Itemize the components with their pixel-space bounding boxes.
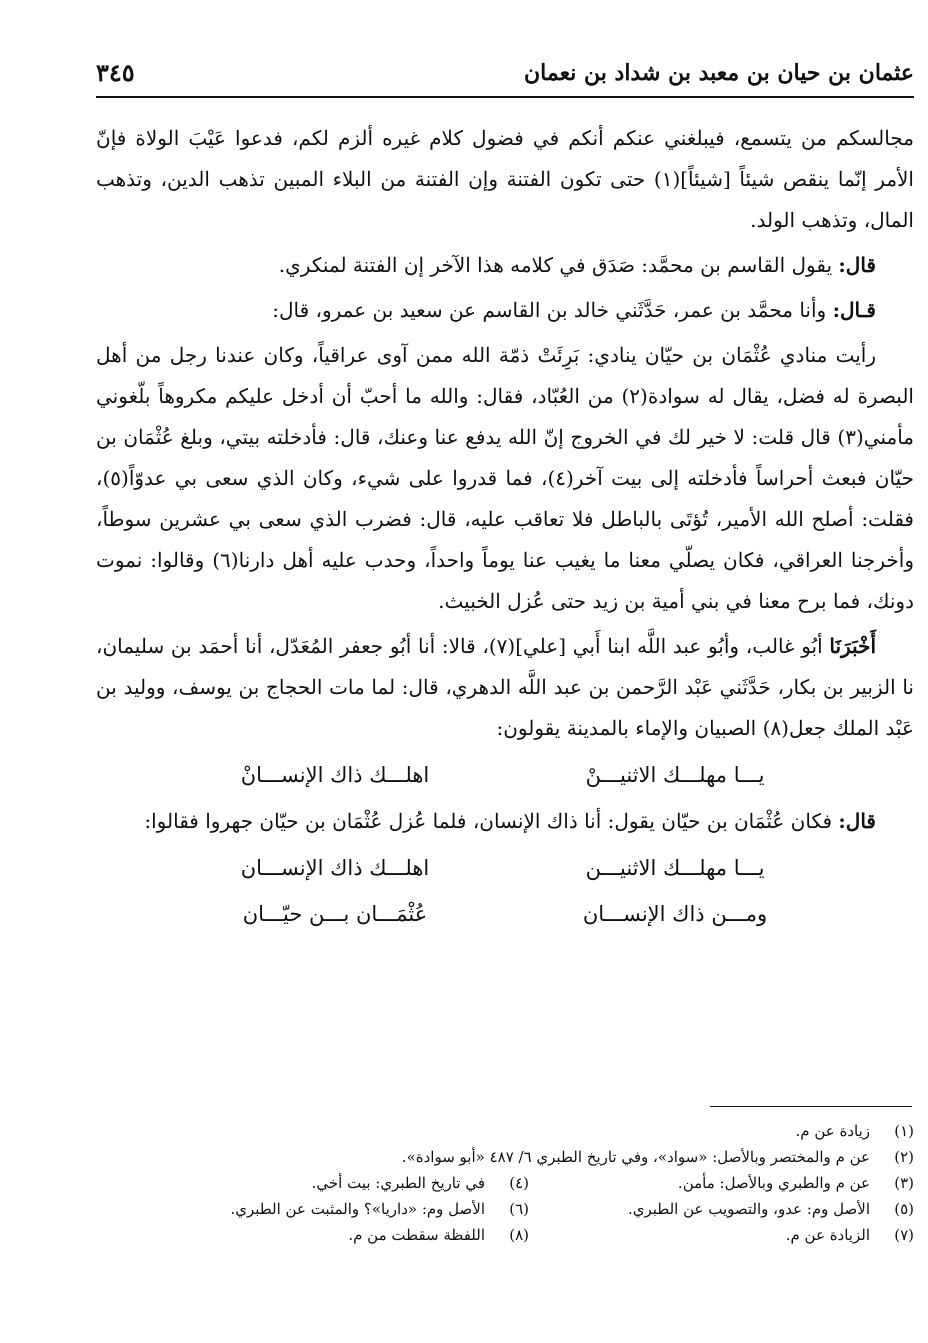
paragraph-2-lead: قال: xyxy=(838,253,876,277)
paragraph-6-text: فكان عُثْمَان بن حيّان يقول: أنا ذاك الإنسان، فلما عُزل عُثْمَان بن حيّان جهروا فقالوا: xyxy=(144,809,839,833)
paragraph-3-lead: قـال: xyxy=(832,298,876,322)
footnote-number: (٣) xyxy=(894,1174,914,1192)
paragraph-4: رأيت منادي عُثْمَان بن حيّان ينادي: بَرِئَتْ ذمّة الله ممن آوى عراقياً، وكان عندنا رجل من أهل البصرة له فضل، يقال له سوادة(٢) من العُبّاد، فقال: والله ما أحبّ أن أدخل عليكم مكروهاً بلّغوني مأمني(٣) قال قلت: لا خير لك في الخروج إنّ الله يدفع عنا وعنك، قال: فأدخلته بيتي، وبلغ عُثْمَان بن حيّان فبعث أحراساً فأدخلته إلى بيت آخر(٤)، فما قدروا على شيء، وكان الذي سعى بي عدوّاً(٥)، فقلت: أصلح الله الأمير، تُؤتَى بالباطل فلا تعاقب عليه، قال: فضرب الذي سعى بي عشرين سوطاً، وأخرجنا العراقي، فكان يصلّي معنا ما يغيب عنا يوماً واحداً، وحدب عليه أهل دارنا(٦) وقالوا: نموت دونك، فما برح معنا في بني أمية بن زيد حتى عُزل الخبيث. xyxy=(96,343,915,613)
page-number: ٣٤٥ xyxy=(96,58,135,87)
footnote-number: (٢) xyxy=(894,1148,914,1166)
verse-2-first-hemistich: يـــا مهلـــك الاثنيـــن xyxy=(585,856,765,880)
verse-2-second-hemistich: اهلـــك ذاك الإنســـان xyxy=(240,856,430,880)
footnote-text: في تاريخ الطبري: بيت أخي. xyxy=(311,1174,485,1192)
footnote-text: عن م والطبري وبالأصل: مأمن. xyxy=(677,1174,870,1192)
verse-line-3 xyxy=(96,894,914,934)
paragraph-1: مجالسكم من يتسمع، فيبلغني عنكم أنكم في فضول كلام غيره ألزم لكم، فدعوا عَيْبَ الولاة فإنّ الأمر إنّما ينقص شيئاً [شيئاً](١) حتى تكون الفتنة وإن الفتنة من البلاء المبين تذهب الدين، وتذهب المال، وتذهب الولد. xyxy=(96,126,914,232)
footnote-text: زيادة عن م. xyxy=(795,1122,870,1140)
verse-line-2 xyxy=(96,848,914,888)
footnote-row xyxy=(96,1222,914,1248)
footnote-text: عن م والمختصر وبالأصل: «سواد»، وفي تاريخ الطبري ٦/ ٤٨٧ «أبو سوادة». xyxy=(401,1148,870,1166)
footnote-3 xyxy=(529,1170,914,1196)
paragraph-5-lead: أَخْبَرَنَا xyxy=(829,634,877,658)
paragraph-3-text: وأنا محمَّد بن عمر، حَدَّثَني خالد بن القاسم عن سعيد بن عمرو، قال: xyxy=(272,298,833,322)
verse-line-1 xyxy=(96,755,914,795)
running-title: عثمان بن حيان بن معبد بن شداد بن نعمان xyxy=(524,60,914,86)
footnote-number: (٥) xyxy=(894,1200,914,1218)
footnote-number: (٨) xyxy=(509,1226,529,1244)
paragraph-3 xyxy=(96,290,914,331)
paragraph-5-text: أبُو غالب، وأبُو عبد اللَّه ابنا أَبي [علي](٧)، قالا: أنا أبُو جعفر المُعَدّل، أنا أحمَد بن سليمان، نا الزبير بن بكار، حَدَّثَني عَبْد الرَّحمن بن عبد اللَّه الدهري، قال: لما مات الحجاج بن يوسف، ووليد بن عَبْد الملك جعل(٨) الصبيان والإماء بالمدينة يقولون: xyxy=(96,634,914,740)
footnote-text: الزيادة عن م. xyxy=(785,1226,870,1244)
verse-1-first-hemistich: يـــا مهلـــك الاثنيـــنْ xyxy=(585,763,765,787)
footnotes xyxy=(96,1118,914,1248)
footnote-divider xyxy=(710,1106,912,1107)
verse-3-second-hemistich: عُثْمَـــان بـــن حيّـــان xyxy=(242,902,428,926)
footnote-4 xyxy=(312,1170,529,1196)
footnote-5 xyxy=(529,1196,914,1222)
main-text xyxy=(96,118,914,940)
footnote-number: (٦) xyxy=(509,1200,529,1218)
footnote-row xyxy=(96,1196,914,1222)
paragraph-6 xyxy=(96,801,914,842)
footnote-number: (١) xyxy=(894,1122,914,1140)
page-header xyxy=(96,52,914,98)
footnote-number: (٧) xyxy=(894,1226,914,1244)
footnote-text: الأصل وم: «داريا»؟ والمثبت عن الطبري. xyxy=(230,1200,485,1218)
paragraph-2 xyxy=(96,245,914,286)
footnote-text: اللفظة سقطت من م. xyxy=(348,1226,485,1244)
footnote-text: الأصل وم: عدو، والتصويب عن الطبري. xyxy=(627,1200,870,1218)
footnote-2 xyxy=(96,1144,914,1170)
footnote-number: (٤) xyxy=(509,1174,529,1192)
paragraph-2-text: يقول القاسم بن محمَّد: صَدَق في كلامه هذا الآخر إن الفتنة لمنكري. xyxy=(278,253,839,277)
paragraph-5 xyxy=(96,626,914,749)
footnote-1 xyxy=(96,1118,914,1144)
footnote-row xyxy=(96,1170,914,1196)
footnote-7 xyxy=(529,1222,914,1248)
paragraph-6-lead: قال: xyxy=(838,809,876,833)
footnote-8 xyxy=(348,1222,529,1248)
footnote-6 xyxy=(230,1196,529,1222)
verse-3-first-hemistich: ومـــن ذاك الإنســـان xyxy=(582,902,768,926)
verse-1-second-hemistich: اهلـــك ذاك الإنســـانْ xyxy=(240,763,430,787)
